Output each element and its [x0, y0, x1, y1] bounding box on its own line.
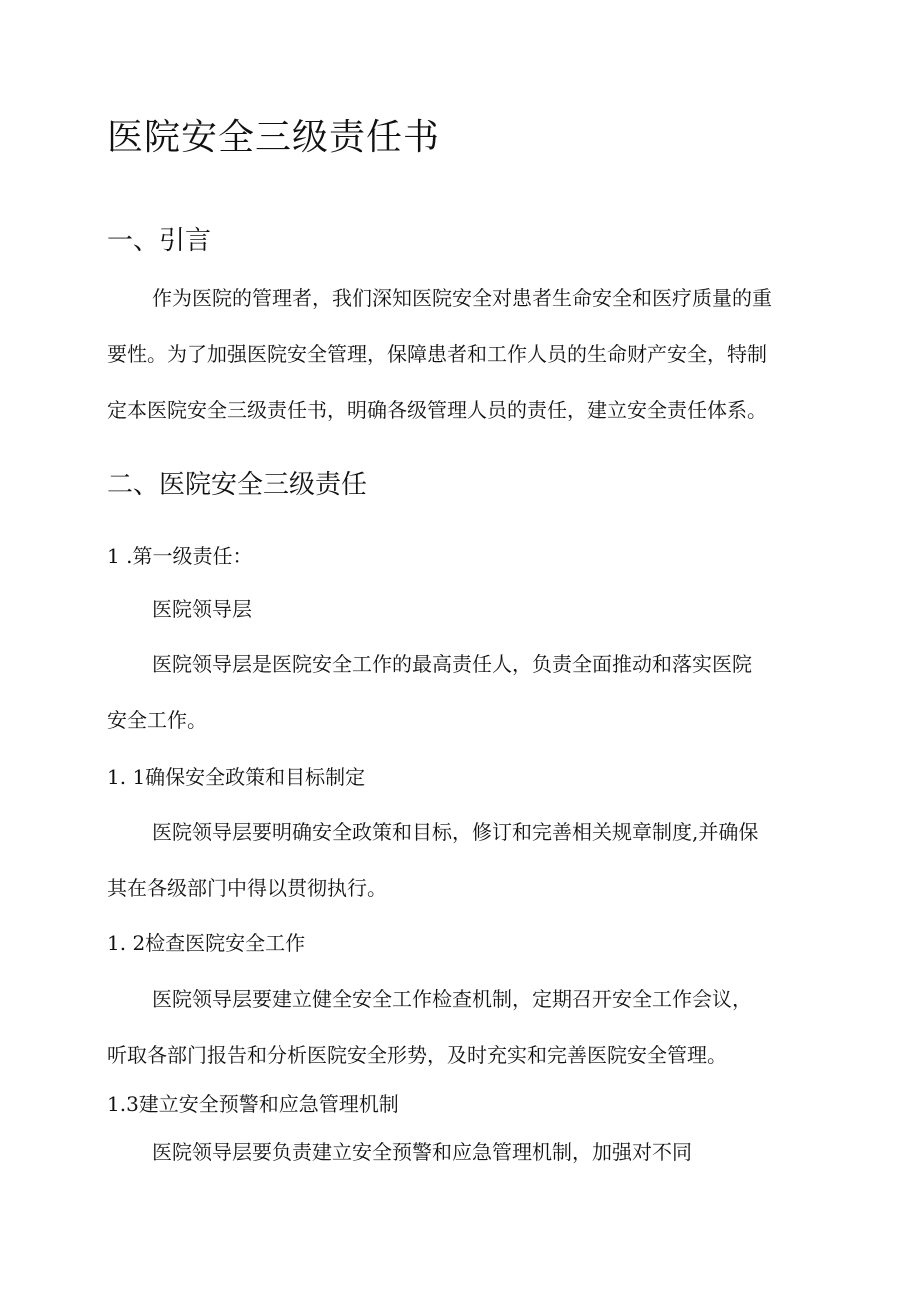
- item-1-3-title: 1.3建立安全预警和应急管理机制: [107, 1092, 399, 1116]
- level-1-label: 1 .第一级责任：: [107, 544, 253, 568]
- document-title: 医院安全三级责任书: [107, 117, 441, 158]
- section-heading-intro: 一、引言: [107, 226, 212, 256]
- item-1-1-desc-line: 其在各级部门中得以贯彻执行。: [107, 876, 387, 900]
- intro-paragraph-line: 作为医院的管理者，我们深知医院安全对患者生命安全和医疗质量的重: [152, 286, 772, 310]
- item-1-1-title: 1. 1确保安全政策和目标制定: [107, 765, 366, 789]
- item-1-3-desc-line: 医院领导层要负责建立安全预警和应急管理机制，加强对不同: [152, 1140, 692, 1164]
- item-1-2-desc-line: 医院领导层要建立健全安全工作检查机制，定期召开安全工作会议，: [152, 987, 752, 1011]
- intro-paragraph-line: 定本医院安全三级责任书，明确各级管理人员的责任，建立安全责任体系。: [107, 398, 767, 422]
- section-heading-responsibility: 二、医院安全三级责任: [107, 470, 368, 500]
- item-1-2-title: 1. 2检查医院安全工作: [107, 931, 306, 955]
- item-1-1-desc-line: 医院领导层要明确安全政策和目标，修订和完善相关规章制度,并确保: [152, 820, 759, 844]
- level-1-desc-line: 医院领导层是医院安全工作的最高责任人，负责全面推动和落实医院: [152, 652, 752, 676]
- level-1-desc-line: 安全工作。: [107, 708, 207, 732]
- item-1-2-desc-line: 听取各部门报告和分析医院安全形势，及时充实和完善医院安全管理。: [107, 1043, 727, 1067]
- intro-paragraph-line: 要性。为了加强医院安全管理，保障患者和工作人员的生命财产安全，特制: [107, 342, 767, 366]
- level-1-role: 医院领导层: [152, 597, 252, 621]
